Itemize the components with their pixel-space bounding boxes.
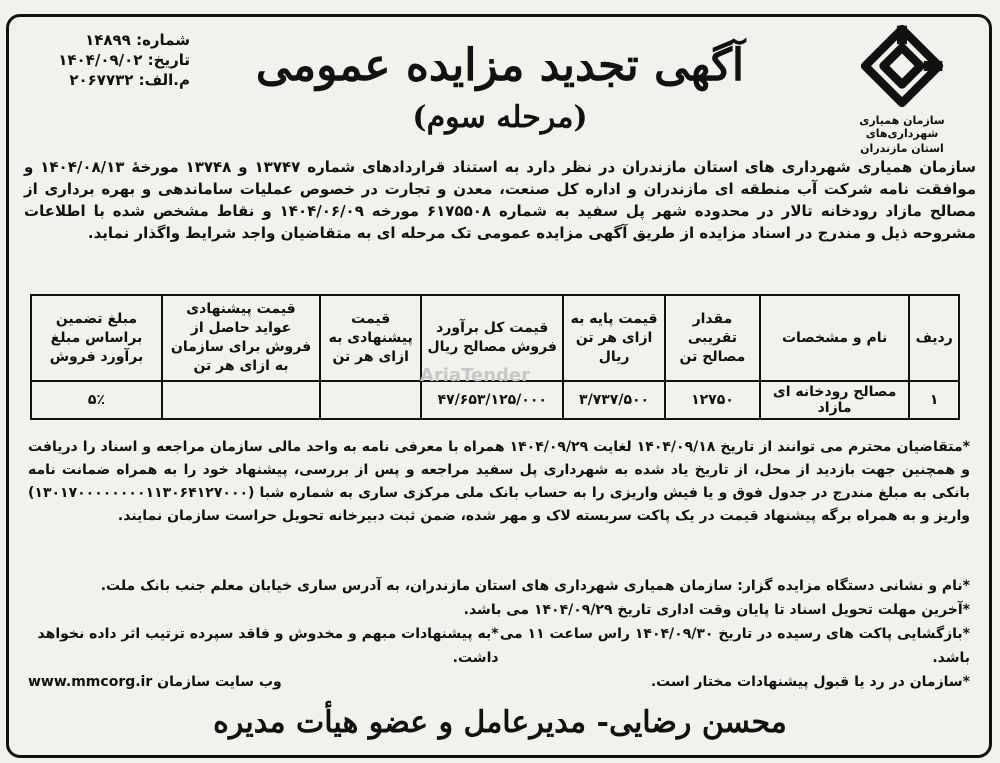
header-row-number: ردیف <box>909 295 959 381</box>
intro-paragraph: سازمان همیاری شهرداری های استان مازندران در نظر دارد به استناد قراردادهای شماره ۱۳۷۴۷ و ۱۳۷۴۸ مورخهٔ ۱۴۰۴/۰۸/۱۳ و موافقت نامه شرکت آب منطقه ای مازندران و اداره کل صنعت، معدن و تجارت در خصوص عملیات ساماندهی و بهره برداری از مصالح مازاد رودخانه تالار در محدوده شهر پل سفید به شماره ۶۱۷۵۵۰۸ مورخه ۱۴۰۴/۰۶/۰۹ و نقاط مشخص شده با اطلاعات مشروحه ذیل و مندرج در اسناد مزایده از طریق آگهی مزایده عمومی تک مرحله ای به متقاضیان واجد شرایط واگذار نماید. <box>24 158 976 242</box>
watermark: AriaTender <box>420 365 531 386</box>
header-offer-price: قیمت پیشنهادی به ازای هر تن <box>320 295 421 381</box>
page-title: آگهی تجدید مزایده عمومی <box>255 40 745 91</box>
cell-base-price: ۳/۷۳۷/۵۰۰ <box>563 381 665 419</box>
meta-block <box>30 30 190 90</box>
header-quantity: مقدار تقریبی مصالح تن <box>665 295 760 381</box>
header-guarantee: مبلغ تضمین براساس مبلغ برآورد فروش <box>31 295 162 381</box>
page-subtitle: (مرحله سوم) <box>412 100 588 135</box>
meta-number: شماره: ۱۴۸۹۹ <box>85 31 190 49</box>
signature: محسن رضایی- مدیرعامل و عضو هیأت مدیره <box>213 705 787 740</box>
cell-total-price: ۴۷/۶۵۳/۱۲۵/۰۰۰ <box>421 381 563 419</box>
cell-offer-price <box>320 381 421 419</box>
meta-ref: م.الف: ۲۰۶۷۷۳۲ <box>69 71 190 89</box>
logo-caption-2: استان مازندران <box>860 142 944 155</box>
conditions-paragraph: *متقاضیان محترم می توانند از تاریخ ۱۴۰۴/۰۹/۱۸ لغایت ۱۴۰۴/۰۹/۲۹ همراه با معرفی نامه به واحد مالی سازمان مراجعه و اسناد را دریافت و همچنین جهت بازدید از محل، از تاریخ یاد شده به شهرداری پل سفید مراجعه و پس از بررسی، پیشنهاد خود را به همراه ضمانت نامه بانکی به مبلغ مندرج در جدول فوق و یا فیش واریزی را به حساب بانک ملی مرکزی ساری به شماره شبا (۱۳۰۱۷۰۰۰۰۰۰۰۰۱۱۳۰۶۴۱۲۷۰۰۰) واریز و به همراه برگه پیشنهاد قیمت در یک پاکت سربسته لاک و مهر شده، ضمن ثبت دبیرخانه تحویل حراست سازمان نمایند. <box>28 439 970 524</box>
website-line: وب سایت سازمان www.mmcorg.ir <box>28 674 282 690</box>
cell-guarantee: ۵٪ <box>31 381 162 419</box>
deadline-line: *آخرین مهلت تحویل اسناد تا پایان وقت اداری تاریخ ۱۴۰۴/۰۹/۲۹ می باشد. <box>463 602 970 618</box>
items-table <box>30 294 960 420</box>
logo <box>842 24 962 155</box>
header-name: نام و مشخصات <box>760 295 909 381</box>
opening-line: *بازگشایی پاکت های رسیده در تاریخ ۱۴۰۴/۰۹/۳۰ راس ساعت ۱۱ می باشد. <box>499 626 970 666</box>
meta-date: تاریخ: ۱۴۰۴/۰۹/۰۲ <box>58 51 190 69</box>
cell-name: مصالح رودخانه ای مازاد <box>760 381 909 419</box>
cell-row-number: ۱ <box>909 381 959 419</box>
contacts-block <box>28 574 970 694</box>
cell-offer-revenue <box>162 381 320 419</box>
header-total-price: قیمت کل برآورد فروش مصالح ریال <box>421 295 563 381</box>
invalid-offers-line: *به پیشنهادات مبهم و مخدوش و فاقد سپرده ترتیب اثر داده نخواهد داشت. <box>37 626 499 666</box>
header-base-price: قیمت پایه به ازای هر تن ریال <box>563 295 665 381</box>
logo-caption-1: سازمان همیاری شهرداری‌های <box>859 114 945 140</box>
header-offer-revenue: قیمت پیشنهادی عواید حاصل از فروش برای سازمان به ازای هر تن <box>162 295 320 381</box>
table-row <box>31 381 959 419</box>
address-line: *نام و نشانی دستگاه مزایده گزار: سازمان همیاری شهرداری های استان مازندران، به آدرس ساری خیابان معلم جنب بانک ملت. <box>100 578 970 594</box>
rights-line: *سازمان در رد یا قبول پیشنهادات مختار است. <box>650 674 970 690</box>
organization-logo-icon <box>860 24 944 108</box>
cell-quantity: ۱۲۷۵۰ <box>665 381 760 419</box>
